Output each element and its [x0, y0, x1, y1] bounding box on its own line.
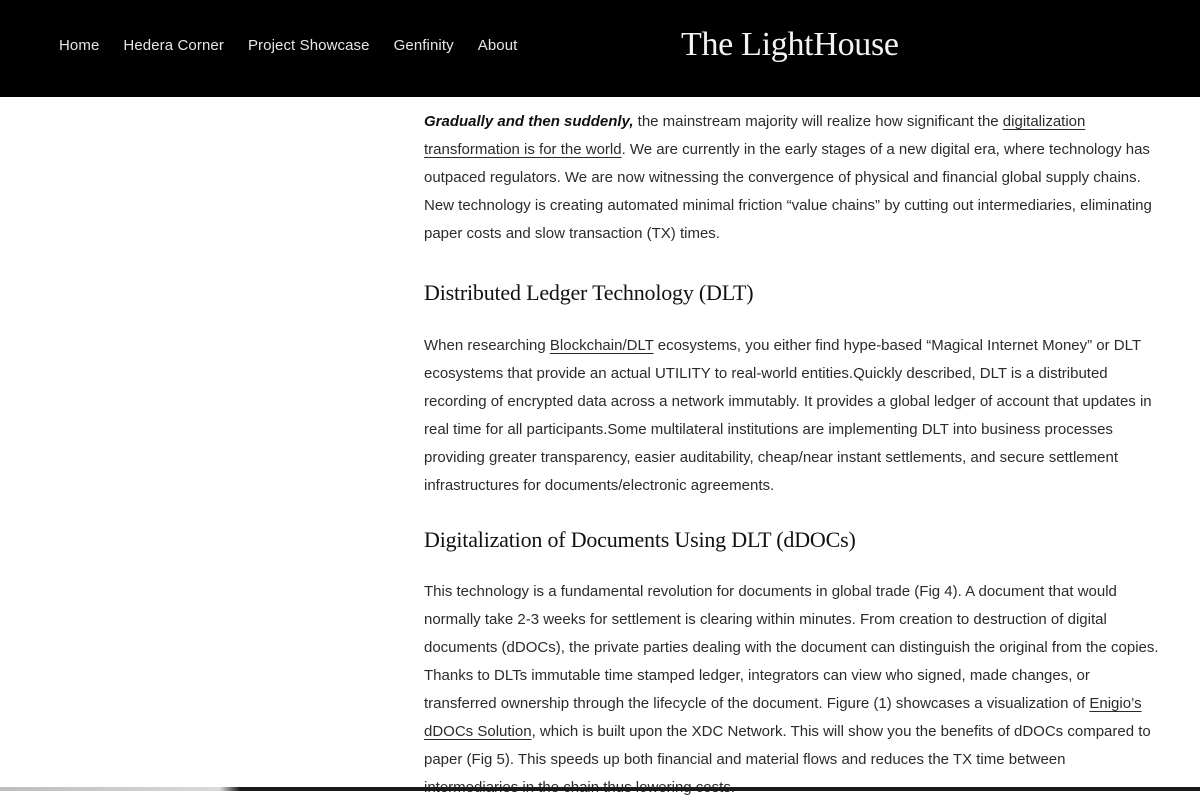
section-heading-ddocs: Digitalization of Documents Using DLT (dDOCs): [424, 527, 856, 552]
intro-lead: Gradually and then suddenly,: [424, 113, 634, 130]
ddocs-text-1: This technology is a fundamental revolution for documents in global trade (Fig 4). A document that would normally take 2-3 weeks for settlement is clearing within minutes. From creation to destruction of digital documents (dDOCs), the private parties dealing with the document can distinguish the original from the copies. Thanks to DLTs immutable time stamped ledger, integrators can view who signed, made changes, or transferred ownership through the lifecycle of the document. Figure (1) showcases a visualization of: [424, 583, 1159, 712]
intro-text-2: . We are currently in the early stages of a new digital era, where technology has outpaced regulators. We are now witnessing the convergence of physical and financial global supply chains. New technology is creating automated minimal friction “value chains” by cutting out intermediaries, eliminating paper costs and slow transaction (TX) times.: [424, 141, 1152, 242]
section-heading-dlt: Distributed Ledger Technology (DLT): [424, 280, 754, 305]
nav-about[interactable]: About: [477, 37, 518, 54]
top-navigation-bar: [0, 0, 1200, 97]
dlt-text-2: ecosystems, you either find hype-based “Magical Internet Money” or DLT ecosystems that provide an actual UTILITY to real-world entities.Quickly described, DLT is a distributed recording of encrypted data across a network immutably. It provides a global ledger of account that updates in real time for all participants.Some multilateral institutions are implementing DLT into business processes providing greater transparency, easier auditability, cheap/near instant settlements, and secure settlement infrastructures for documents/electronic agreements.: [424, 337, 1152, 494]
ddocs-text-2: , which is built upon the XDC Network. This will show you the benefits of dDOCs compared to paper (Fig 5). This speeds up both financial and material flows and reduces the TX time between: [424, 723, 1151, 768]
bottom-edge-shadow: [0, 787, 1200, 791]
intro-text-1: the mainstream majority will realize how significant the: [633, 113, 1003, 130]
nav-project-showcase[interactable]: Project Showcase: [247, 37, 370, 54]
main-nav: [59, 37, 541, 54]
ddocs-paragraph: [424, 578, 1159, 802]
site-logo[interactable]: The LightHouse: [681, 26, 899, 63]
intro-paragraph: [424, 108, 1159, 248]
nav-genfinity[interactable]: Genfinity: [393, 37, 454, 54]
blockchain-dlt-link[interactable]: Blockchain/DLT: [549, 337, 654, 354]
nav-hedera-corner[interactable]: Hedera Corner: [123, 37, 224, 54]
article-body: [424, 108, 1159, 802]
nav-home[interactable]: Home: [59, 37, 100, 54]
digitalization-link[interactable]: digitalization transformation is for the world: [424, 113, 1086, 158]
dlt-paragraph: [424, 332, 1159, 500]
enigio-link[interactable]: Enigio’s dDOCs Solution: [424, 695, 1142, 740]
dlt-text-1: When researching: [424, 337, 550, 354]
